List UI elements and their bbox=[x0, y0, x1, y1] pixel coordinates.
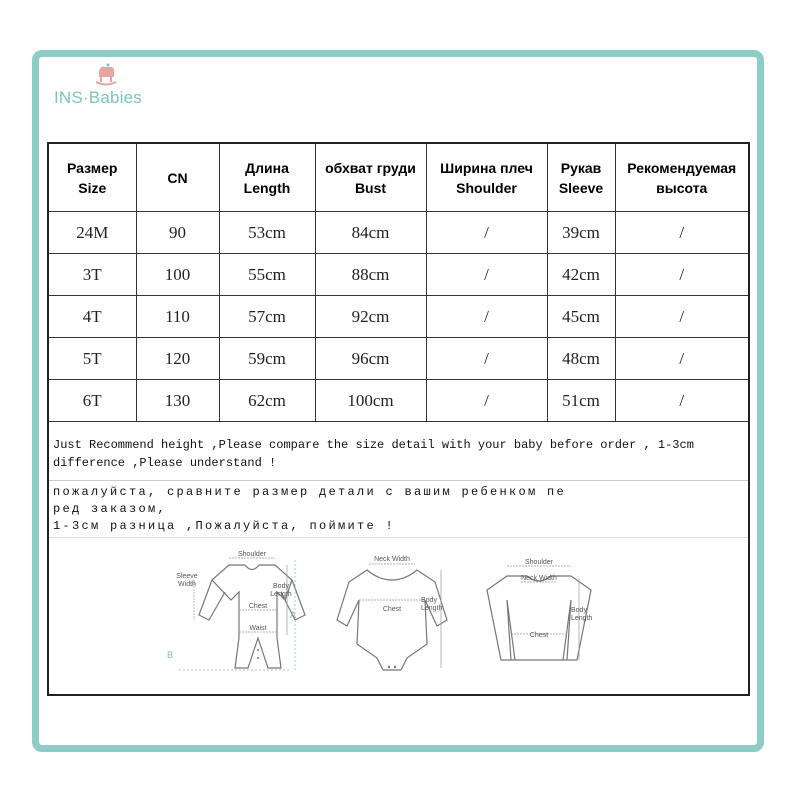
cell-size: 24M bbox=[49, 212, 136, 254]
english-note bbox=[53, 436, 743, 472]
cell-length: 59cm bbox=[219, 338, 315, 380]
cell-size: 3T bbox=[49, 254, 136, 296]
cell-cn: 110 bbox=[136, 296, 219, 338]
romper-chest-label: Chest bbox=[248, 603, 268, 610]
sweater-body-label: Length bbox=[571, 615, 593, 622]
bodysuit-neck-label: Neck Width bbox=[374, 556, 410, 563]
sweater-chest-label: Chest bbox=[529, 632, 549, 639]
cell-height: / bbox=[615, 212, 748, 254]
size-chart-sheet bbox=[47, 142, 750, 696]
divider bbox=[49, 480, 748, 481]
table-row bbox=[49, 296, 748, 338]
romper-waist-label: Waist bbox=[249, 625, 267, 632]
brand-name: INS·Babies bbox=[54, 88, 142, 107]
romper-mark-a: A bbox=[290, 610, 297, 620]
russian-note-line: ред заказом, bbox=[53, 502, 168, 516]
cell-sleeve: 39cm bbox=[547, 212, 615, 254]
cell-length: 62cm bbox=[219, 380, 315, 422]
cell-shoulder: / bbox=[426, 380, 547, 422]
cell-cn: 120 bbox=[136, 338, 219, 380]
sweater-diagram bbox=[487, 559, 593, 660]
sweater-body-label: Body bbox=[571, 607, 587, 614]
header-bust: обхват груди Bust bbox=[315, 144, 426, 212]
size-table bbox=[49, 144, 748, 422]
table-row bbox=[49, 212, 748, 254]
cell-bust: 96cm bbox=[315, 338, 426, 380]
cell-bust: 88cm bbox=[315, 254, 426, 296]
cell-cn: 100 bbox=[136, 254, 219, 296]
cell-shoulder: / bbox=[426, 338, 547, 380]
cell-sleeve: 45cm bbox=[547, 296, 615, 338]
bodysuit-diagram bbox=[337, 556, 447, 670]
cell-sleeve: 42cm bbox=[547, 254, 615, 296]
table-row bbox=[49, 338, 748, 380]
header-shoulder: Ширина плеч Shoulder bbox=[426, 144, 547, 212]
cell-size: 5T bbox=[49, 338, 136, 380]
cell-length: 57cm bbox=[219, 296, 315, 338]
header-recommended-height: Рекомендуемая высота bbox=[615, 144, 748, 212]
divider bbox=[49, 537, 748, 538]
romper-shoulder-label: Shoulder bbox=[237, 551, 267, 558]
cell-shoulder: / bbox=[426, 296, 547, 338]
header-length: Длина Length bbox=[219, 144, 315, 212]
sweater-shoulder-label: Shoulder bbox=[524, 559, 554, 566]
romper-mark-b: B bbox=[167, 650, 174, 660]
cell-height: / bbox=[615, 296, 748, 338]
header-cn: CN bbox=[136, 144, 219, 212]
russian-note-line: пожалуйста, сравните размер детали с вашим ребенком пе bbox=[53, 485, 567, 499]
russian-note-line: 1-3см разница ,Пожалуйста, поймите ! bbox=[53, 519, 396, 533]
cell-bust: 84cm bbox=[315, 212, 426, 254]
russian-note bbox=[53, 484, 743, 535]
cell-size: 6T bbox=[49, 380, 136, 422]
romper-body-label: Length bbox=[270, 591, 292, 598]
cell-cn: 130 bbox=[136, 380, 219, 422]
cell-sleeve: 51cm bbox=[547, 380, 615, 422]
bodysuit-body-label: Body bbox=[421, 597, 437, 604]
header-sleeve: Рукав Sleeve bbox=[547, 144, 615, 212]
bodysuit-chest-label: Chest bbox=[382, 606, 402, 613]
romper-body-label: Body bbox=[273, 583, 289, 590]
cell-bust: 92cm bbox=[315, 296, 426, 338]
cell-cn: 90 bbox=[136, 212, 219, 254]
romper-sleeve-label: Width bbox=[178, 581, 196, 588]
romper-diagram bbox=[167, 551, 305, 670]
cell-shoulder: / bbox=[426, 254, 547, 296]
cell-height: / bbox=[615, 338, 748, 380]
table-row bbox=[49, 380, 748, 422]
cell-height: / bbox=[615, 254, 748, 296]
cell-bust: 100cm bbox=[315, 380, 426, 422]
cell-shoulder: / bbox=[426, 212, 547, 254]
cell-length: 55cm bbox=[219, 254, 315, 296]
garment-diagrams-svg bbox=[49, 540, 748, 694]
sweater-neck-label: Neck Width bbox=[521, 575, 557, 582]
english-note-line: difference ,Please understand ! bbox=[53, 456, 277, 470]
table-header-row bbox=[49, 144, 748, 212]
cell-size: 4T bbox=[49, 296, 136, 338]
english-note-line: Just Recommend height ,Please compare the size detail with your baby before order , 1-3cm bbox=[53, 438, 694, 452]
bodysuit-body-label: Length bbox=[421, 605, 443, 612]
header-size: Размер Size bbox=[49, 144, 136, 212]
cell-sleeve: 48cm bbox=[547, 338, 615, 380]
cell-length: 53cm bbox=[219, 212, 315, 254]
table-row bbox=[49, 254, 748, 296]
romper-sleeve-label: Sleeve bbox=[176, 573, 198, 580]
cell-height: / bbox=[615, 380, 748, 422]
rocking-horse-icon bbox=[94, 62, 118, 86]
brand-logo bbox=[54, 62, 164, 112]
measurement-diagrams bbox=[49, 540, 748, 694]
